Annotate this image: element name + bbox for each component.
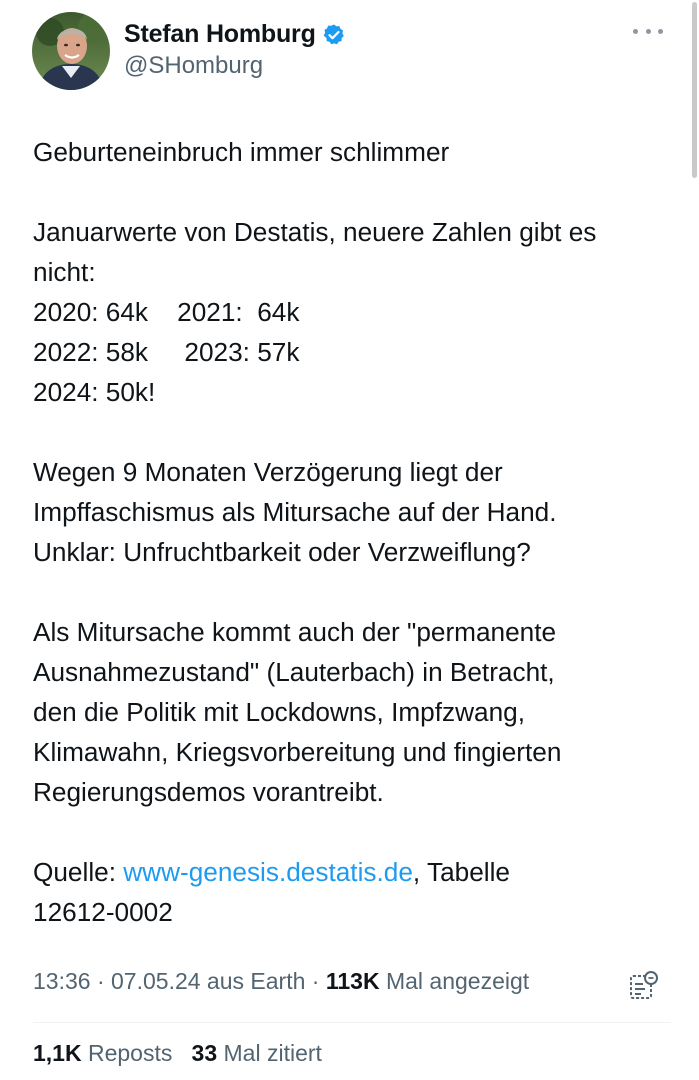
person-avatar-icon: [32, 12, 110, 90]
verified-badge-icon: [322, 23, 346, 47]
source-link[interactable]: www-genesis.destatis.de: [123, 857, 413, 887]
scrollbar[interactable]: [692, 2, 697, 178]
reposts-count[interactable]: 1,1K: [33, 1040, 82, 1066]
tweet-line: 2020: 64k 2021: 64k: [33, 297, 300, 327]
more-options-icon[interactable]: [633, 24, 663, 38]
tweet-date[interactable]: 07.05.24: [111, 968, 201, 994]
meta-separator: ·: [90, 968, 112, 994]
tweet-line: Geburteneinbruch immer schlimmer: [33, 137, 450, 167]
meta-separator: ·: [305, 968, 326, 994]
tweet-text: [33, 132, 673, 932]
source-prefix: Quelle:: [33, 857, 124, 887]
tweet-line: Klimawahn, Kriegsvorbereitung und fingierten: [33, 737, 562, 767]
tweet-meta: [33, 968, 529, 995]
tweet-line: Impffaschismus als Mitursache auf der Hand.: [33, 497, 557, 527]
divider: [33, 1022, 671, 1023]
reposts-label[interactable]: Reposts: [81, 1040, 173, 1066]
tweet-line: Januarwerte von Destatis, neuere Zahlen gibt es: [33, 217, 597, 247]
quotes-label[interactable]: Mal zitiert: [217, 1040, 322, 1066]
tweet-header: [32, 12, 671, 92]
source-table: 12612-0002: [33, 897, 173, 927]
tweet-client: aus Earth: [200, 968, 306, 994]
views-count: 113K: [325, 968, 380, 994]
quotes-count[interactable]: 33: [191, 1040, 218, 1066]
tweet-stats: [33, 1040, 322, 1067]
tweet-line: den die Politik mit Lockdowns, Impfzwang,: [33, 697, 525, 727]
analytics-icon[interactable]: [629, 970, 659, 1002]
source-line: [33, 852, 673, 892]
tweet-line: 2024: 50k!: [33, 377, 156, 407]
tweet-line: Ausnahmezustand" (Lauterbach) in Betracht,: [33, 657, 555, 687]
tweet-line: Unklar: Unfruchtbarkeit oder Verzweiflung?: [33, 537, 531, 567]
tweet-line: [33, 412, 673, 452]
views-label: Mal angezeigt: [379, 968, 530, 994]
tweet-line: [33, 172, 673, 212]
author-handle[interactable]: @SHomburg: [124, 52, 264, 79]
tweet-line: nicht:: [33, 257, 96, 287]
tweet-line: Als Mitursache kommt auch der "permanente: [33, 617, 557, 647]
tweet-time[interactable]: 13:36: [33, 968, 91, 994]
tweet-line: [33, 572, 673, 612]
tweet-line: 2022: 58k 2023: 57k: [33, 337, 300, 367]
tweet-line: [33, 812, 673, 852]
tweet-line: Regierungsdemos vorantreibt.: [33, 777, 384, 807]
author-name-row: [124, 20, 346, 49]
author-display-name[interactable]: Stefan Homburg: [124, 20, 316, 48]
source-suffix: , Tabelle: [412, 857, 510, 887]
author-avatar[interactable]: [32, 12, 110, 90]
tweet-line: Wegen 9 Monaten Verzögerung liegt der: [33, 457, 503, 487]
